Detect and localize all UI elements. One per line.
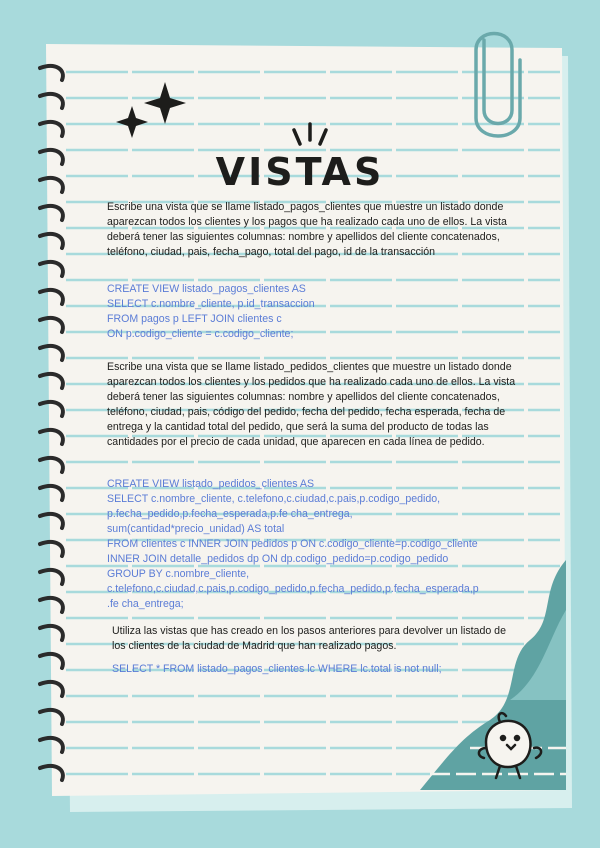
code-line: SELECT * FROM listado_pagos_clientes lc WHERE lc.total is not null; bbox=[112, 663, 442, 675]
exercise-2-code bbox=[107, 477, 479, 612]
code-line: ON p.codigo_cliente = c.codigo_cliente; bbox=[107, 328, 294, 340]
exercise-2-prompt: Escribe una vista que se llame listado_pedidos_clientes que muestre un listado donde aparezcan todos los clientes y los pedidos que ha realizado cada uno de ellos. La vista deberá tener las siguientes columnas: nombre y apellidos del cliente concatenados, teléfono, ciudad, pais, código del pedido, fecha del pedido, fecha esperada, fecha de entrega y la cantidad total del pedido, que será la suma del producto de todas las cantidades por el precio de cada unidad, que aparecen en cada línea de pedido. bbox=[107, 361, 516, 448]
page-title: VISTAS bbox=[215, 150, 385, 194]
code-line: CREATE VIEW listado_pedidos_clientes AS bbox=[107, 478, 315, 490]
code-line: FROM pagos p LEFT JOIN clientes c bbox=[107, 313, 282, 325]
code-line: SELECT c.nombre_cliente, p.id_transaccion bbox=[107, 298, 315, 310]
code-line: p.fecha_pedido,p.fecha_esperada,p.fe cha_entrega, bbox=[107, 508, 353, 520]
code-line: FROM clientes c INNER JOIN pedidos p ON c.codigo_cliente=p.codigo_cliente bbox=[107, 538, 478, 550]
code-line: INNER JOIN detalle_pedidos dp ON dp.codigo_pedido=p.codigo_pedido bbox=[107, 553, 449, 565]
code-line: c.telefono,c.ciudad,c.pais,p.codigo_pedido,p.fecha_pedido,p.fecha_esperada,p bbox=[107, 583, 479, 595]
code-line: .fe cha_entrega; bbox=[107, 598, 184, 610]
code-line: GROUP BY c.nombre_cliente, bbox=[107, 568, 250, 580]
code-line: CREATE VIEW listado_pagos_clientes AS bbox=[107, 283, 306, 295]
exercise-1-prompt: Escribe una vista que se llame listado_pagos_clientes que muestre un listado donde aparezcan todos los clientes y los pagos que ha realizado cada uno de ellos. La vista deberá tener las siguientes columnas: nombre y apellidos del cliente concatenados, teléfono, ciudad, pais, fecha_pago, total del pago, id de la transacción bbox=[107, 201, 507, 258]
exercise-3-code bbox=[112, 662, 442, 677]
code-line: sum(cantidad*precio_unidad) AS total bbox=[107, 523, 285, 535]
exercise-3-prompt: Utiliza las vistas que has creado en los pasos anteriores para devolver un listado de los clientes de la ciudad de Madrid que han realizado pagos. bbox=[112, 625, 506, 652]
code-line: SELECT c.nombre_cliente, c.telefono,c.ciudad,c.pais,p.codigo_pedido, bbox=[107, 493, 441, 505]
exercise-1-code bbox=[107, 282, 315, 342]
